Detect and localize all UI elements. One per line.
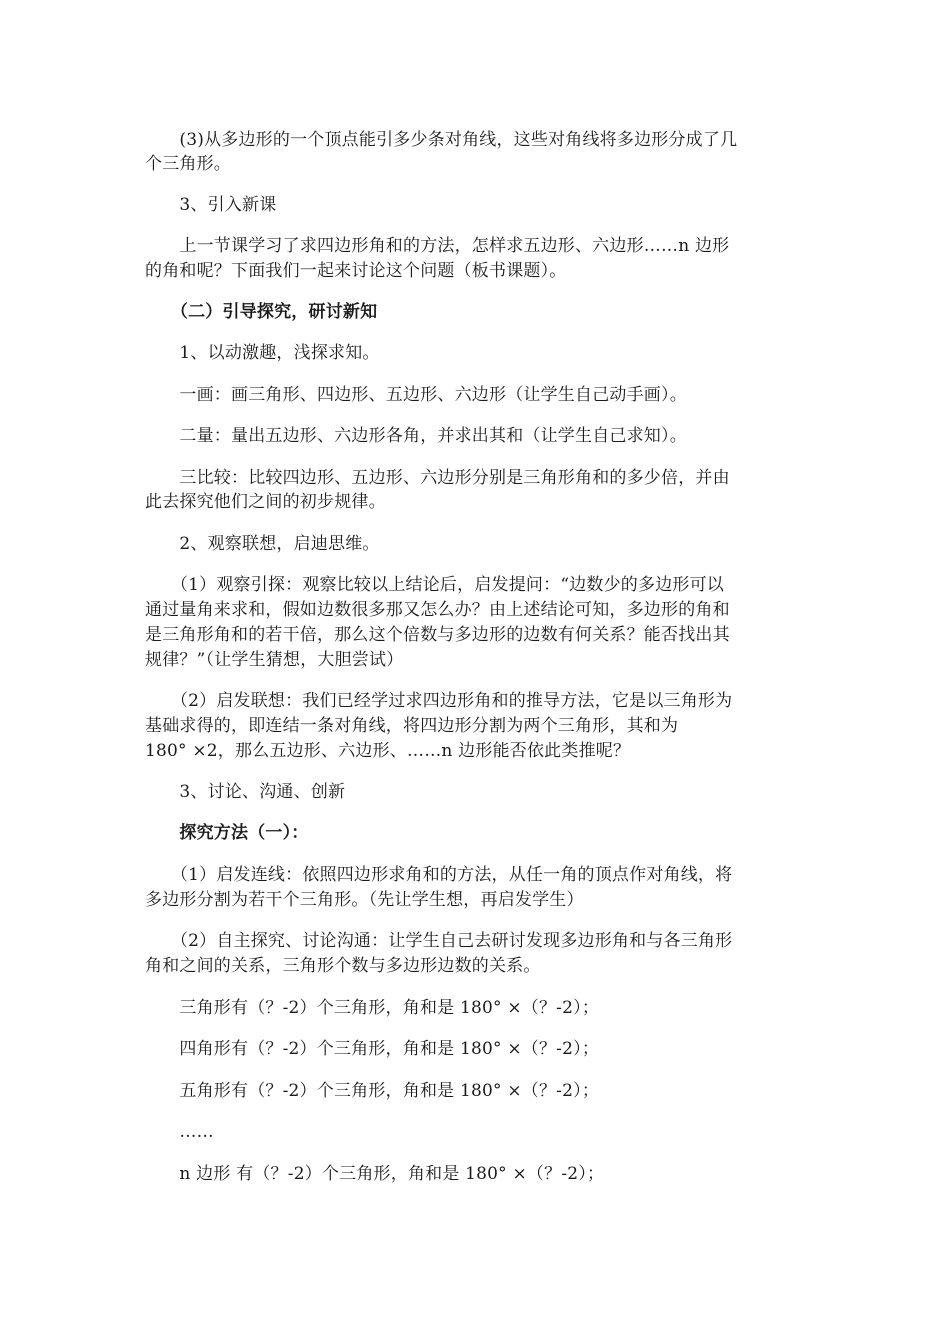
ellipsis-line: …… [145, 1122, 214, 1142]
section-heading-bold: （二）引导探究，研讨新知 [145, 302, 378, 322]
formula-line: n 边形 有（？-2）个三角形，角和是 180° ×（？-2）； [145, 1164, 605, 1184]
text-line: 此去探究他们之间的初步规律。 [145, 492, 386, 512]
text-line: 个三角形。 [145, 154, 231, 174]
text-line: （1）启发连线：依照四边形求角和的方法，从任一角的顶点作对角线，将 [145, 865, 733, 885]
formula-line: 三角形有（？-2）个三角形，角和是 180° ×（？-2）； [145, 998, 600, 1018]
formula-line: 四角形有（？-2）个三角形，角和是 180° ×（？-2）； [145, 1039, 600, 1059]
formula-line: 五角形有（？-2）个三角形，角和是 180° ×（？-2）； [145, 1081, 600, 1101]
section-heading: 3、讨论、沟通、创新 [145, 782, 346, 802]
text-line: 是三角形角和的若干倍，那么这个倍数与多边形的边数有何关系？能否找出其 [145, 625, 730, 645]
text-line: 通过量角来求和，假如边数很多那又怎么办？由上述结论可知，多边形的角和 [145, 600, 730, 620]
text-line: （2）自主探究、讨论沟通：让学生自己去研讨发现多边形角和与各三角形 [145, 931, 733, 951]
text-line: 规律？”（让学生猜想，大胆尝试） [145, 650, 404, 670]
text-line: 一画：画三角形、四边形、五边形、六边形（让学生自己动手画）。 [145, 385, 687, 405]
text-line: 三比较：比较四边形、五边形、六边形分别是三角形角和的多少倍，并由 [145, 468, 730, 488]
text-line: （1）观察引探：观察比较以上结论后，启发提问：“边数少的多边形可以 [145, 575, 725, 595]
text-line: 多边形分割为若干个三角形。（先让学生想，再启发学生） [145, 890, 584, 910]
section-heading: 3、引入新课 [145, 195, 277, 215]
text-line: 角和之间的关系，三角形个数与多边形边数的关系。 [145, 956, 541, 976]
text-line: （2）启发联想：我们已经学过求四边形角和的推导方法，它是以三角形为 [145, 691, 733, 711]
section-heading: 2、观察联想，启迪思维。 [145, 534, 380, 554]
section-heading: 1、以动激趣，浅探求知。 [145, 343, 380, 363]
text-line: 180° ×2，那么五边形、六边形、……n 边形能否依此类推呢？ [145, 741, 631, 761]
text-line: 的角和呢？下面我们一起来讨论这个问题（板书课题）。 [145, 261, 567, 281]
text-line: 二量：量出五边形、六边形各角，并求出其和（让学生自己求知）。 [145, 426, 687, 446]
text-line: (3)从多边形的一个顶点能引多少条对角线，这些对角线将多边形分成了几 [145, 130, 738, 150]
text-line: 上一节课学习了求四边形角和的方法，怎样求五边形、六边形……n 边形 [145, 236, 730, 256]
section-heading-bold: 探究方法（一）： [145, 823, 309, 843]
text-line: 基础求得的，即连结一条对角线，将四边形分割为两个三角形，其和为 [145, 716, 679, 736]
